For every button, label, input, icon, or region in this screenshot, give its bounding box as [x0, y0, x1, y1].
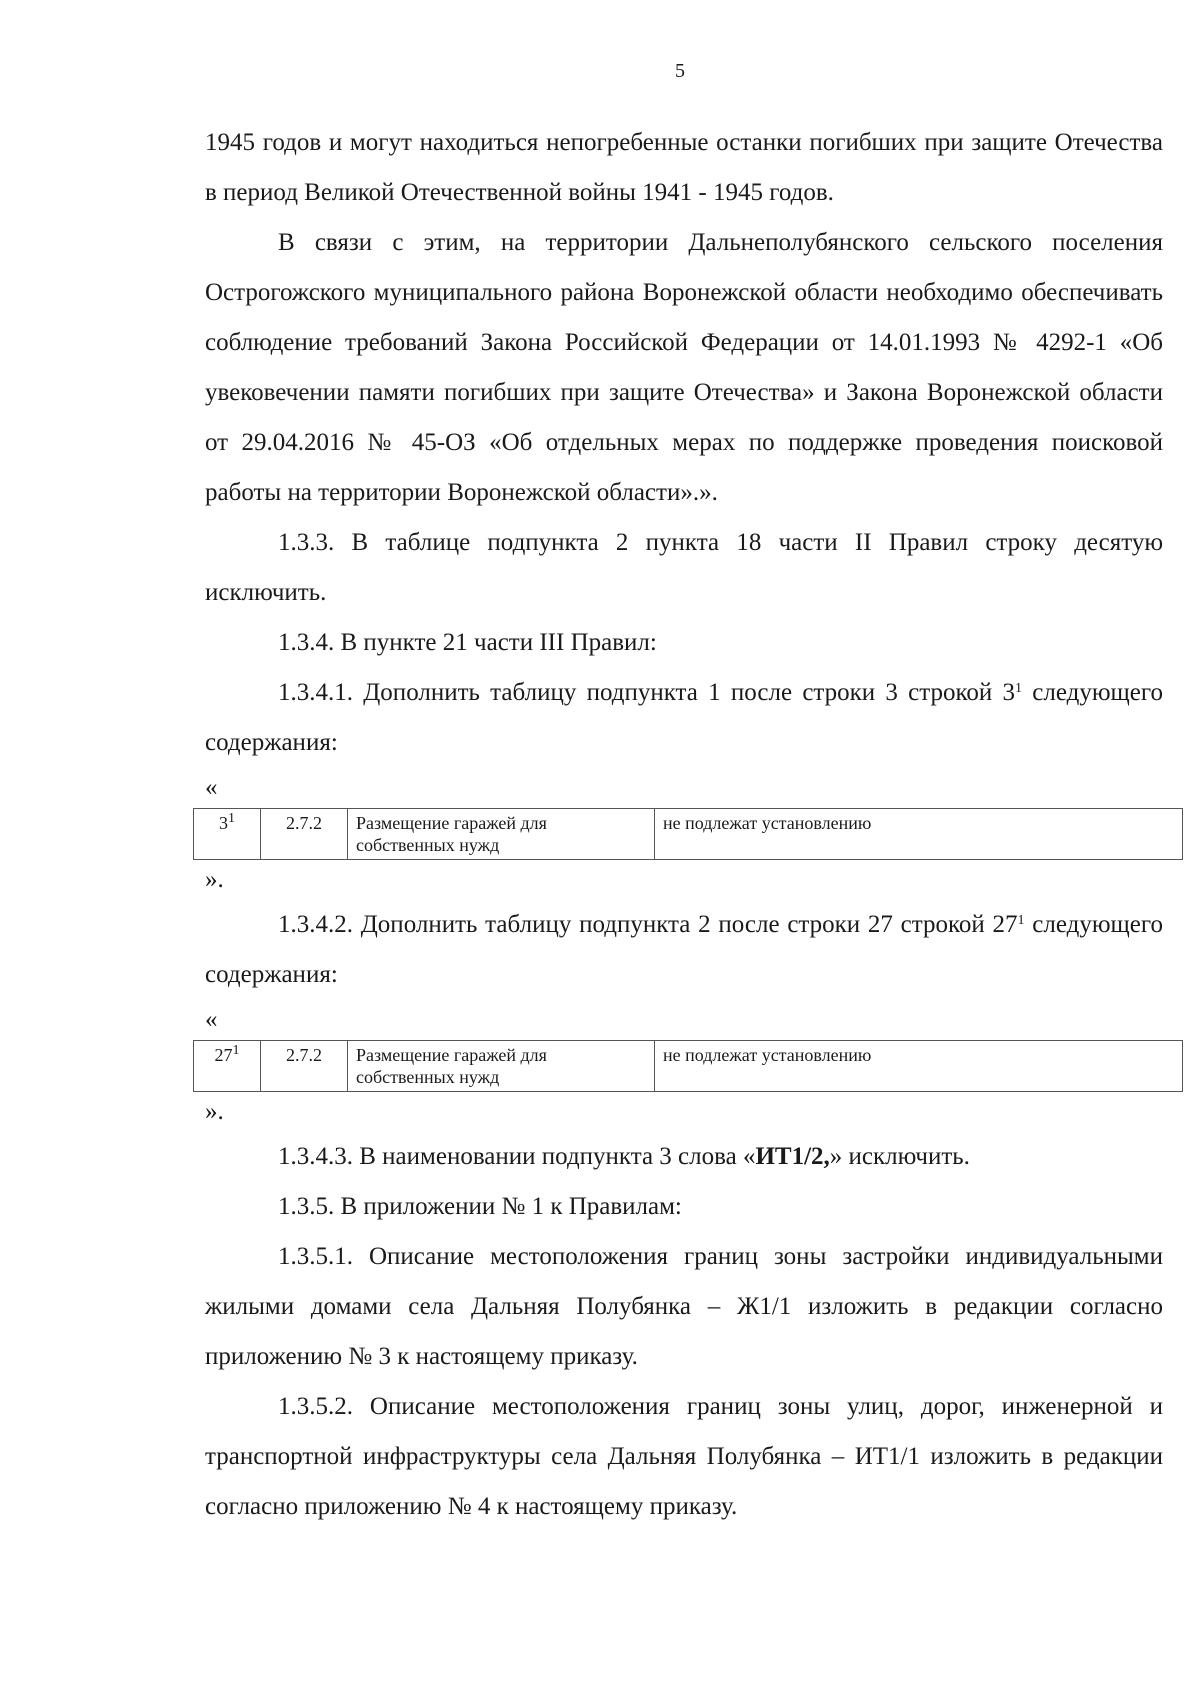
paragraph-legal-requirements: В связи с этим, на территории Дальнеполубянского сельского поселения Острогожского муниципального района Воронежской области необходимо обеспечивать соблюдение требований Закона Российской Федерации от 14.01.1993 № 4292-1 «Об увековечении памяти погибших при защите Отечества» и Закона Воронежской области от 29.04.2016 № 45-ОЗ «Об отдельных мерах по поддержке проведения поисковой работы на территории Воронежской области».». — [205, 229, 1163, 506]
paragraph-1-3-4-2 — [205, 900, 1163, 1000]
paragraph-1-3-5: 1.3.5. В приложении № 1 к Правилам: — [278, 1193, 682, 1220]
paragraph-1-3-4: 1.3.4. В пункте 21 части III Правил: — [278, 629, 657, 656]
paragraph-1-3-4-1 — [205, 668, 1163, 768]
page-number: 5 — [675, 60, 685, 82]
quote-close-mark: ». — [205, 866, 224, 893]
document-body — [205, 118, 1163, 1532]
paragraph-1-3-5-1: 1.3.5.1. Описание местоположения границ зоны застройки индивидуальными жилыми домами села Дальняя Полубянка – Ж1/1 изложить в редакции согласно приложению № 3 к настоящему приказу. — [205, 1243, 1163, 1370]
paragraph-1-3-4-3: 1.3.4.3. В наименовании подпункта 3 слова «ИТ1/2,» исключить. — [278, 1143, 970, 1170]
table-cell-name: Размещение гаражей для собственных нужд — [348, 809, 655, 860]
bold-zone-code: ИТ1/2, — [755, 1143, 830, 1170]
quote-open-mark: « — [205, 1006, 218, 1033]
table-cell-num: $3^1$ — [194, 809, 261, 860]
table-cell-value: не подлежат установлению — [655, 1041, 1183, 1092]
table-row — [194, 809, 1183, 860]
table-cell-name: Размещение гаражей для собственных нужд — [348, 1041, 655, 1092]
insert-table-1 — [193, 808, 1183, 860]
paragraph-1-3-5-2: 1.3.5.2. Описание местоположения границ зоны улиц, дорог, инженерной и транспортной инфраструктуры села Дальняя Полубянка – ИТ1/1 изложить в редакции согласно приложению № 4 к настоящему приказу. — [205, 1393, 1163, 1520]
table-cell-code: 2.7.2 — [261, 809, 348, 860]
table-cell-value: не подлежат установлению — [655, 809, 1183, 860]
paragraph-1-3-4-1-tail: следующего содержания: — [205, 679, 1164, 756]
superscript: 1 — [1015, 681, 1023, 696]
insert-table-2 — [193, 1040, 1183, 1092]
table-cell-code: 2.7.2 — [261, 1041, 348, 1092]
table-cell-num: $27^1$ — [194, 1041, 261, 1092]
paragraph-1-3-4-1-text: 1.3.4.1. Дополнить таблицу подпункта 1 после строки 3 строкой 3 — [278, 679, 1016, 706]
paragraph-1-3-3: 1.3.3. В таблице подпункта 2 пункта 18 части II Правил строку десятую исключить. — [205, 529, 1163, 606]
superscript: 1 — [1017, 913, 1025, 928]
paragraph-1-3-4-2-tail: следующего содержания: — [205, 911, 1164, 988]
table-row — [194, 1041, 1183, 1092]
quote-close-mark: ». — [205, 1098, 224, 1125]
paragraph-continuation: 1945 годов и могут находиться непогребенные останки погибших при защите Отечества в период Великой Отечественной войны 1941 - 1945 годов. — [205, 129, 1163, 206]
quote-open-mark: « — [205, 774, 218, 801]
paragraph-1-3-4-2-text: 1.3.4.2. Дополнить таблицу подпункта 2 после строки 27 строкой 27 — [278, 911, 1018, 938]
